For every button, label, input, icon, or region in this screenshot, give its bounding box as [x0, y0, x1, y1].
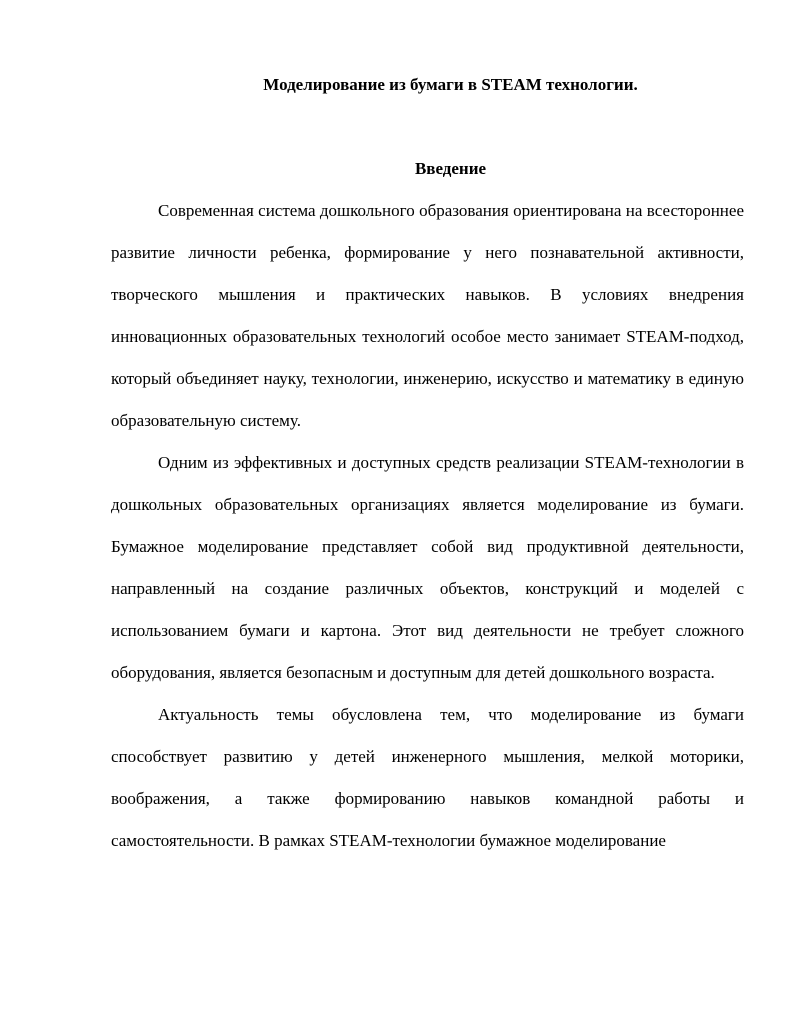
document-page: [111, 70, 744, 862]
paragraph-1: Современная система дошкольного образования ориентирована на всестороннее развитие личности ребенка, формирование у него познавательной активности, творческого мышления и практических навыков. В условиях внедрения инновационных образовательных технологий особое место занимает STEAM-подход, который объединяет науку, технологии, инженерию, искусство и математику в единую образовательную систему.: [111, 201, 744, 430]
paragraph-2: Одним из эффективных и доступных средств реализации STEAM-технологии в дошкольных образовательных организациях является моделирование из бумаги. Бумажное моделирование представляет собой вид продуктивной деятельности, направленный на создание различных объектов, конструкций и моделей с использованием бумаги и картона. Этот вид деятельности не требует сложного оборудования, является безопасным и доступным для детей дошкольного возраста.: [111, 453, 744, 682]
paragraph-3: Актуальность темы обусловлена тем, что моделирование из бумаги способствует развитию у детей инженерного мышления, мелкой моторики, воображения, а также формированию навыков командной работы и самостоятельности. В рамках STEAM-технологии бумажное моделирование: [111, 705, 744, 850]
document-title: Моделирование из бумаги в STEAM технологии.: [263, 75, 638, 94]
section-heading-introduction: Введение: [414, 159, 487, 178]
